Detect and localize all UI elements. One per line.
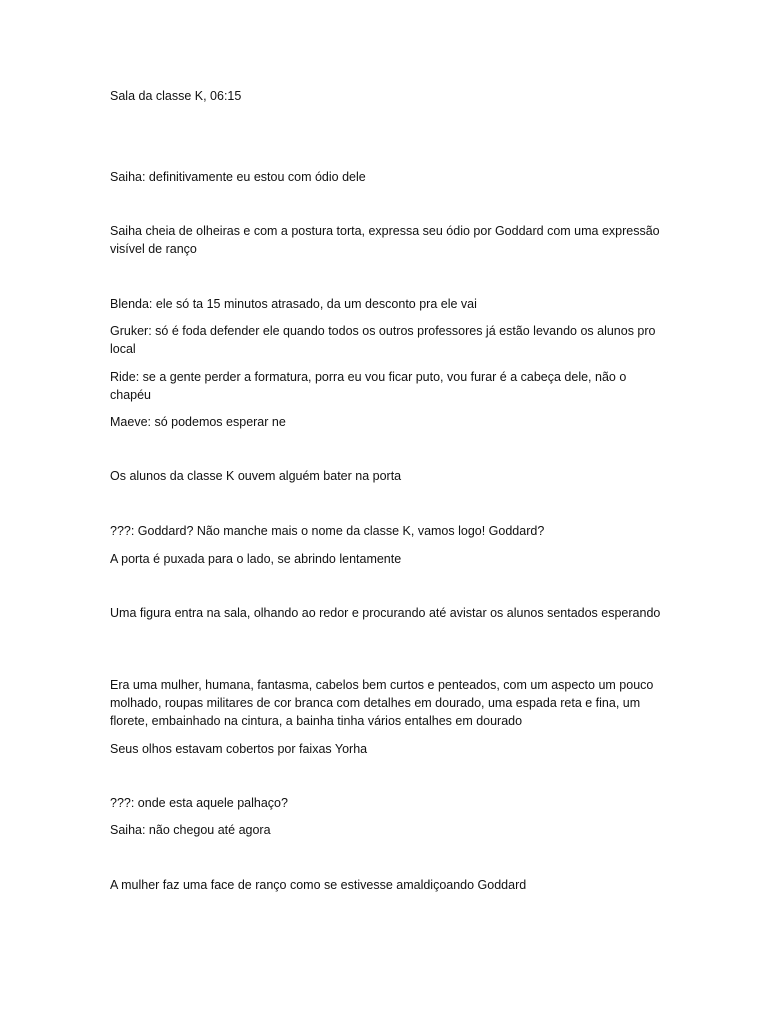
paragraph-narration: Uma figura entra na sala, olhando ao redor e procurando até avistar os alunos sentados esperando — [110, 606, 661, 620]
paragraph-scene-heading: Sala da classe K, 06:15 — [110, 89, 242, 103]
paragraph-dialogue: Saiha: não chegou até agora — [110, 823, 271, 837]
paragraph-dialogue: Blenda: ele só ta 15 minutos atrasado, da um desconto pra ele vai — [110, 297, 477, 311]
paragraph-narration: A mulher faz uma face de ranço como se estivesse amaldiçoando Goddard — [110, 878, 527, 892]
paragraph-dialogue: ???: Goddard? Não manche mais o nome da classe K, vamos logo! Goddard? — [110, 524, 545, 538]
paragraph-dialogue: Saiha: definitivamente eu estou com ódio dele — [110, 170, 366, 184]
paragraph-dialogue: ???: onde esta aquele palhaço? — [110, 796, 288, 810]
paragraph-narration: A porta é puxada para o lado, se abrindo lentamente — [110, 552, 402, 566]
paragraph-dialogue: Ride: se a gente perder a formatura, porra eu vou ficar puto, vou furar é a cabeça dele, não o chapéu — [110, 370, 627, 402]
paragraph-narration: Era uma mulher, humana, fantasma, cabelos bem curtos e penteados, com um aspecto um pouco molhado, roupas militares de cor branca com detalhes em dourado, uma espada reta e fina, um florete, embainhado na cintura, a bainha tinha vários entalhes em dourado — [110, 678, 654, 728]
paragraph-narration: Os alunos da classe K ouvem alguém bater na porta — [110, 469, 402, 483]
paragraph-narration: Seus olhos estavam cobertos por faixas Yorha — [110, 742, 368, 756]
paragraph-dialogue: Maeve: só podemos esperar ne — [110, 415, 286, 429]
paragraph-dialogue: Gruker: só é foda defender ele quando todos os outros professores já estão levando os alunos pro local — [110, 324, 656, 356]
paragraph-narration: Saiha cheia de olheiras e com a postura torta, expressa seu ódio por Goddard com uma expressão visível de ranço — [110, 224, 660, 256]
